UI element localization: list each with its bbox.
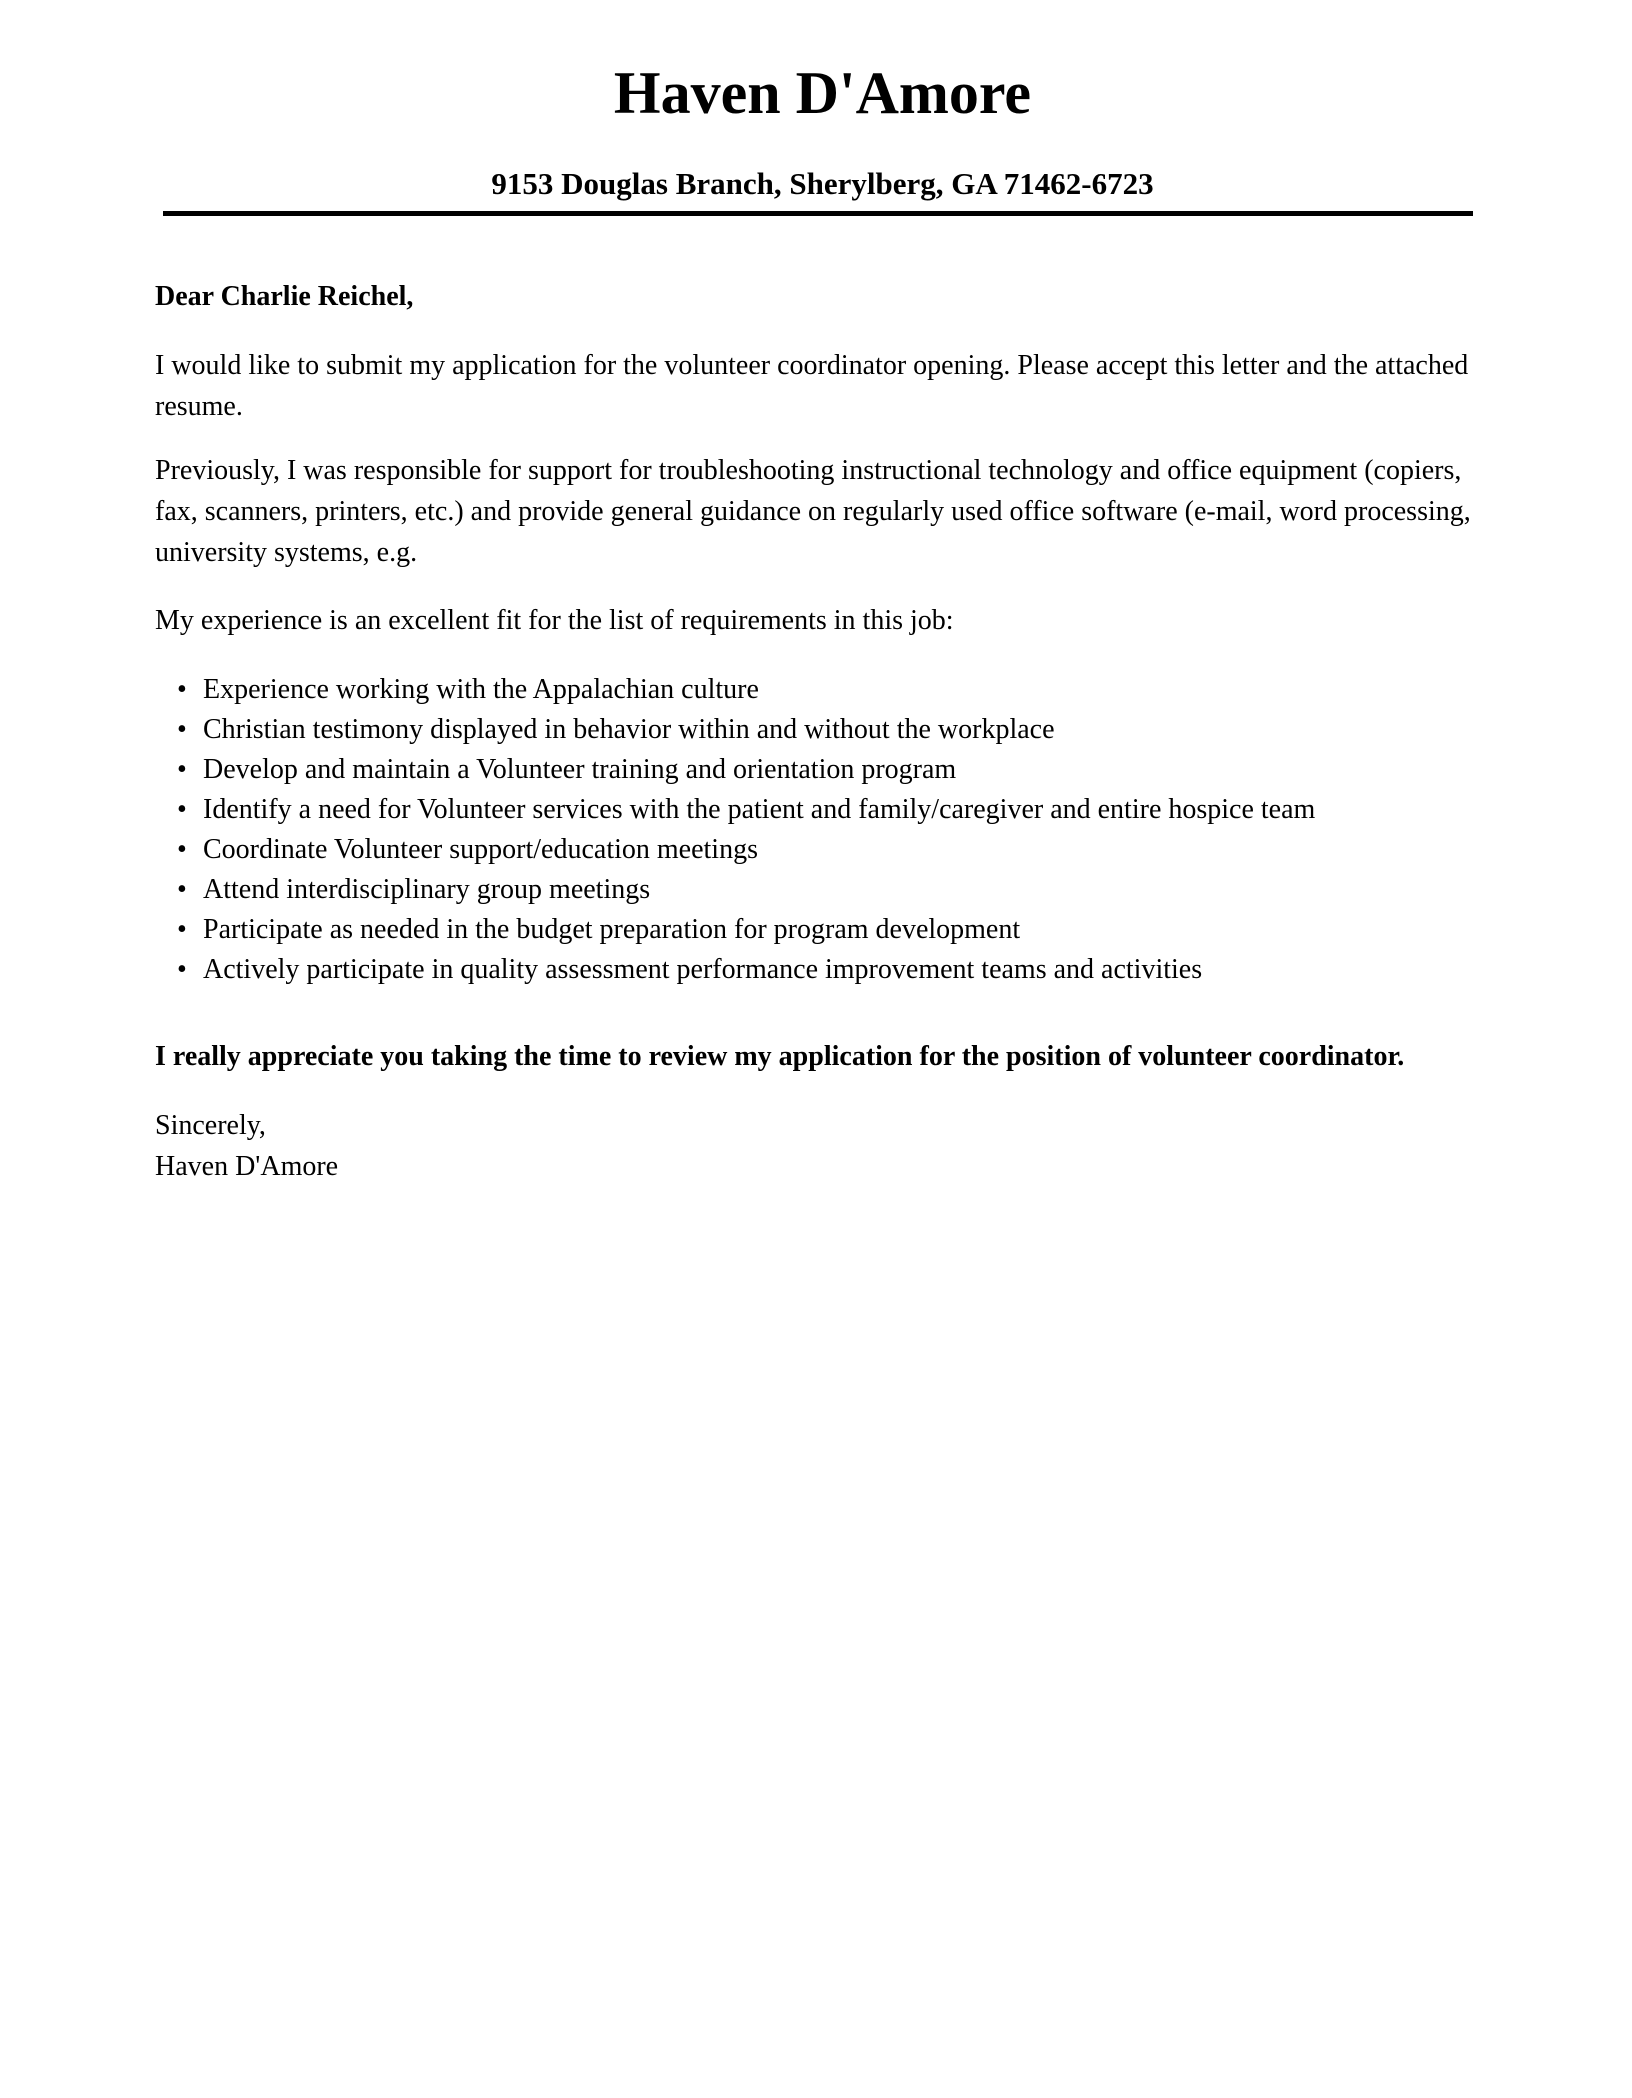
signature-block — [155, 1105, 1490, 1187]
applicant-address: 9153 Douglas Branch, Sherylberg, GA 71462-6723 — [491, 166, 1154, 201]
requirement-item: • Attend interdisciplinary group meetings — [155, 870, 1490, 910]
signature-name: Haven D'Amore — [155, 1151, 339, 1182]
requirements-list — [155, 670, 1490, 990]
requirement-item: • Develop and maintain a Volunteer training and orientation program — [155, 750, 1490, 790]
paragraph-experience: Previously, I was responsible for support for troubleshooting instructional technology and office equipment (copiers, fax, scanners, printers, etc.) and provide general guidance on regularly used office software (e-mail, word processing, university systems, e.g. — [155, 455, 1471, 568]
requirement-item: • Participate as needed in the budget preparation for program development — [155, 910, 1490, 950]
requirement-item: • Experience working with the Appalachian culture — [155, 670, 1490, 710]
requirement-item: • Actively participate in quality assessment performance improvement teams and activities — [155, 950, 1490, 990]
paragraph-intro: I would like to submit my application for the volunteer coordinator opening. Please accept this letter and the attached resume. — [155, 350, 1469, 422]
closing-paragraph: I really appreciate you taking the time to review my application for the position of volunteer coordinator. — [155, 1041, 1405, 1072]
requirement-item: • Christian testimony displayed in behavior within and without the workplace — [155, 710, 1490, 750]
salutation: Dear Charlie Reichel, — [155, 281, 414, 312]
signoff: Sincerely, — [155, 1110, 266, 1141]
header-divider — [163, 211, 1473, 216]
paragraph-fit: My experience is an excellent fit for the list of requirements in this job: — [155, 605, 954, 636]
applicant-name: Haven D'Amore — [613, 60, 1032, 126]
requirement-item: • Identify a need for Volunteer services with the patient and family/caregiver and entire hospice team — [155, 790, 1490, 830]
requirement-item: • Coordinate Volunteer support/education meetings — [155, 830, 1490, 870]
